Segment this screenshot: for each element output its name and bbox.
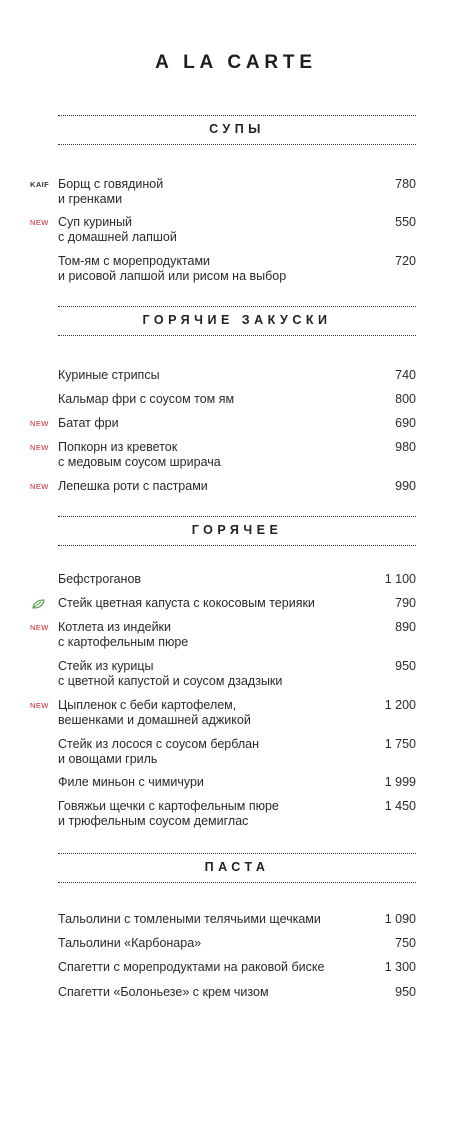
item-name-line: и трюфельным соусом демиглас [58, 814, 249, 828]
item-price: 790 [395, 596, 416, 610]
item-name-line: Куриные стрипсы [58, 368, 160, 382]
item-name [58, 177, 368, 207]
item-name [58, 960, 368, 975]
item-name [58, 479, 368, 494]
dotted-divider [58, 853, 416, 854]
item-name-line: вешенками и домашней аджикой [58, 713, 251, 727]
item-name-line: Спагетти «Болоньезе» с крем чизом [58, 985, 269, 999]
new-badge: NEW [30, 419, 49, 428]
item-name [58, 368, 368, 383]
item-price: 980 [395, 440, 416, 454]
leaf-icon [32, 599, 45, 609]
item-price: 740 [395, 368, 416, 382]
item-name-line: Стейк из лосося с соусом берблан [58, 737, 260, 751]
item-price: 990 [395, 479, 416, 493]
item-price: 690 [395, 416, 416, 430]
item-name [58, 985, 368, 1000]
item-name [58, 392, 368, 407]
dotted-divider [58, 545, 416, 546]
item-name-line: Тальолини «Карбонара» [58, 936, 202, 950]
dotted-divider [58, 882, 416, 883]
item-name [58, 912, 368, 927]
item-name [58, 416, 368, 431]
item-name [58, 698, 368, 728]
item-price: 1 200 [384, 698, 416, 712]
item-name [58, 737, 368, 767]
item-name [58, 659, 368, 689]
item-price: 1 100 [384, 572, 416, 586]
item-name-line: Тальолини с томлеными телячьими щечками [58, 912, 321, 926]
item-price: 950 [395, 659, 416, 673]
item-price: 1 300 [384, 960, 416, 974]
dotted-divider [58, 144, 416, 145]
item-price: 550 [395, 215, 416, 229]
item-price: 750 [395, 936, 416, 950]
section-header [58, 853, 416, 885]
item-name-line: и гренками [58, 192, 123, 206]
item-name-line: Попкорн из креветок [58, 440, 178, 454]
new-badge: NEW [30, 623, 49, 632]
item-name [58, 799, 368, 829]
item-price: 1 090 [384, 912, 416, 926]
item-name-line: Бефстроганов [58, 572, 142, 586]
item-name-line: Борщ с говядиной [58, 177, 164, 191]
item-name [58, 254, 368, 284]
dotted-divider [58, 335, 416, 336]
item-name-line: Говяжьи щечки с картофельным пюре [58, 799, 279, 813]
item-name [58, 572, 368, 587]
item-name [58, 215, 368, 245]
item-price: 780 [395, 177, 416, 191]
item-name [58, 596, 368, 611]
item-name-line: Лепешка роти с пастрами [58, 479, 208, 493]
dotted-divider [58, 115, 416, 116]
item-name-line: Стейк цветная капуста с кокосовым терияки [58, 596, 315, 610]
new-badge: NEW [30, 701, 49, 710]
item-name-line: Спагетти с морепродуктами на раковой биске [58, 960, 325, 974]
section-title: ГОРЯЧИЕ ЗАКУСКИ [142, 313, 332, 327]
item-name [58, 936, 368, 951]
item-price: 1 450 [384, 799, 416, 813]
item-name-line: и рисовой лапшой или рисом на выбор [58, 269, 287, 283]
item-name-line: с цветной капустой и соусом дзадзыки [58, 674, 283, 688]
kaif-badge: KAIF [30, 180, 50, 189]
section-title: ГОРЯЧЕЕ [191, 523, 283, 537]
item-name-line: Котлета из индейки [58, 620, 172, 634]
section-title: ПАСТА [204, 860, 270, 874]
item-name-line: Филе миньон с чимичури [58, 775, 204, 789]
item-name-line: с медовым соусом шрирача [58, 455, 221, 469]
item-name-line: и овощами гриль [58, 752, 158, 766]
dotted-divider [58, 516, 416, 517]
item-name-line: Том-ям с морепродуктами [58, 254, 211, 268]
item-price: 800 [395, 392, 416, 406]
item-price: 1 999 [384, 775, 416, 789]
new-badge: NEW [30, 218, 49, 227]
menu-title: A LA CARTE [155, 52, 317, 73]
item-price: 720 [395, 254, 416, 268]
item-name-line: Суп куриный [58, 215, 133, 229]
dotted-divider [58, 306, 416, 307]
item-name-line: Батат фри [58, 416, 119, 430]
item-name-line: Стейк из курицы [58, 659, 154, 673]
item-name-line: с домашней лапшой [58, 230, 177, 244]
new-badge: NEW [30, 482, 49, 491]
section-header [58, 115, 416, 147]
item-name [58, 440, 368, 470]
section-header [58, 306, 416, 338]
item-price: 950 [395, 985, 416, 999]
new-badge: NEW [30, 443, 49, 452]
item-name [58, 620, 368, 650]
item-price: 890 [395, 620, 416, 634]
item-name [58, 775, 368, 790]
item-name-line: Цыпленок с беби картофелем, [58, 698, 237, 712]
item-name-line: Кальмар фри с соусом том ям [58, 392, 235, 406]
item-name-line: с картофельным пюре [58, 635, 189, 649]
section-title: СУПЫ [209, 122, 265, 136]
section-header [58, 516, 416, 548]
item-price: 1 750 [384, 737, 416, 751]
